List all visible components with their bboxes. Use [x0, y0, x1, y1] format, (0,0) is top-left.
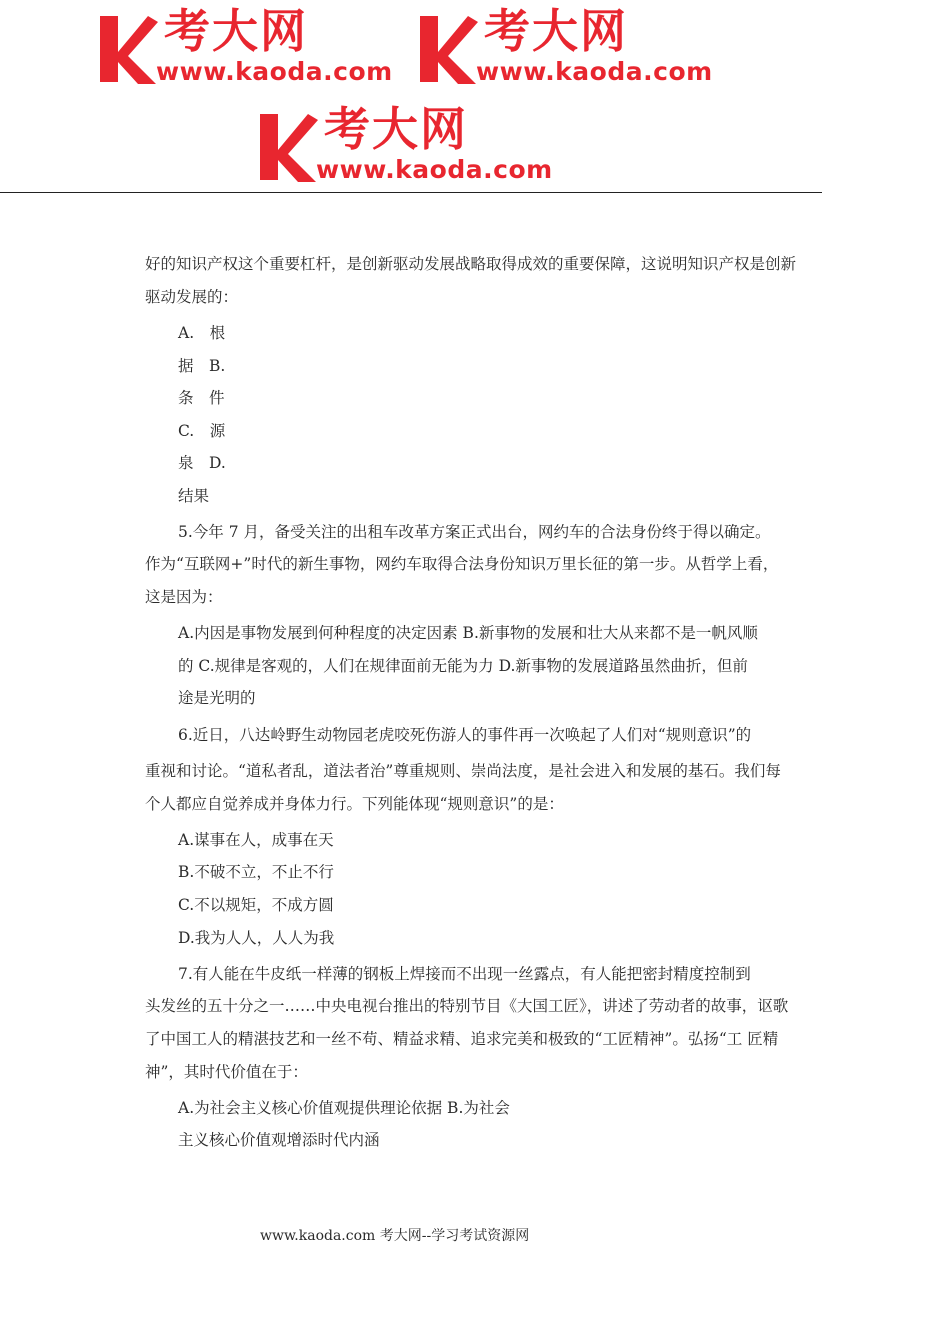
kaoda-logo — [258, 102, 578, 186]
q6-option-a: A.谋事在人，成事在天 — [178, 831, 334, 849]
logo-url[interactable]: www.kaoda.com — [316, 155, 553, 184]
q6-option-c: C.不以规矩，不成方圆 — [178, 896, 334, 914]
q4-option: 结果 — [178, 487, 210, 505]
logo-name: 考大网 — [484, 4, 628, 58]
q4-stem-line: 驱动发展的： — [145, 288, 239, 306]
q5-stem-line: 5.今年 7 月，备受关注的出租车改革方案正式出台，网约车的合法身份终于得以确定。 — [178, 523, 771, 541]
q7-stem-line: 7.有人能在牛皮纸一样薄的钢板上焊接而不出现一丝露点，有人能把密封精度控制到 — [178, 965, 751, 983]
q5-stem-line: 作为“互联网+”时代的新生事物，网约车取得合法身份知识万里长征的第一步。从哲学上看， — [145, 555, 779, 573]
logo-name: 考大网 — [324, 102, 468, 156]
q6-option-d: D.我为人人，人人为我 — [178, 929, 335, 947]
q7-stem-line: 头发丝的五十分之一……中央电视台推出的特别节目《大国工匠》，讲述了劳动者的故事，讴歌 — [145, 997, 789, 1015]
q4-option: 条 件 — [178, 389, 225, 407]
q5-options-line: 途是光明的 — [178, 689, 256, 707]
logo-url[interactable]: www.kaoda.com — [156, 57, 393, 86]
k-logo-icon — [418, 12, 478, 86]
q6-option-b: B.不破不立，不止不行 — [178, 863, 334, 881]
q4-option: A. 根 — [178, 324, 226, 342]
q5-options-line: A.内因是事物发展到何种程度的决定因素 B.新事物的发展和壮大从来都不是一帆风顺 — [178, 624, 758, 642]
kaoda-logo — [98, 4, 418, 88]
q6-stem-line: 个人都应自觉养成并身体力行。下列能体现“规则意识”的是： — [145, 795, 564, 813]
q6-stem-line: 6.近日，八达岭野生动物园老虎咬死伤游人的事件再一次唤起了人们对“规则意识”的 — [178, 726, 752, 744]
q7-stem-line: 神”，其时代价值在于： — [145, 1063, 308, 1081]
q7-stem-line: 了中国工人的精湛技艺和一丝不苟、精益求精、追求完美和极致的“工匠精神”。弘扬“工 匠精 — [145, 1030, 779, 1048]
kaoda-logo — [418, 4, 738, 88]
q5-stem-line: 这是因为： — [145, 588, 223, 606]
header-divider — [0, 192, 822, 193]
q4-stem-line: 好的知识产权这个重要杠杆，是创新驱动发展战略取得成效的重要保障，这说明知识产权是创新 — [145, 255, 797, 273]
page-footer: www.kaoda.com 考大网--学习考试资源网 — [260, 1228, 530, 1244]
q7-options-line: A.为社会主义核心价值观提供理论依据 B.为社会 — [178, 1099, 510, 1117]
q7-options-line: 主义核心价值观增添时代内涵 — [178, 1131, 380, 1149]
logo-name: 考大网 — [164, 4, 308, 58]
logo-url[interactable]: www.kaoda.com — [476, 57, 713, 86]
q4-option: 泉 D. — [178, 454, 226, 472]
q6-stem-line: 重视和讨论。“道私者乱，道法者治”尊重规则、崇尚法度，是社会进入和发展的基石。我们每 — [145, 762, 781, 780]
q4-option: C. 源 — [178, 422, 226, 440]
q4-option: 据 B. — [178, 357, 226, 375]
q5-options-line: 的 C.规律是客观的，人们在规律面前无能为力 D.新事物的发展道路虽然曲折，但前 — [178, 657, 748, 675]
k-logo-icon — [258, 110, 318, 184]
k-logo-icon — [98, 12, 158, 86]
